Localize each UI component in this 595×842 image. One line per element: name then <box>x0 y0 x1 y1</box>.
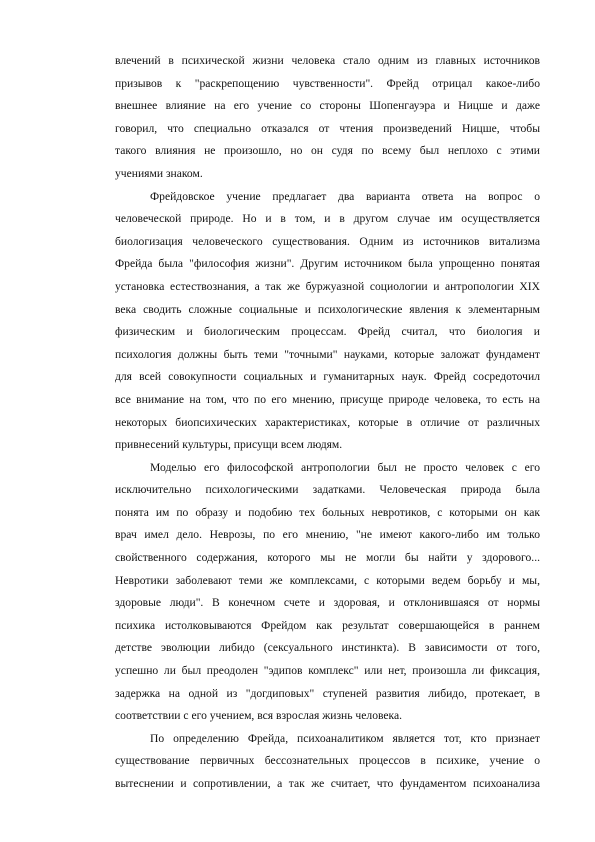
text-line: Моделью его философской антропологии был не просто человек с его <box>150 460 540 474</box>
paragraph <box>115 457 540 728</box>
paragraph <box>115 50 540 186</box>
text-line: влечений в психической жизни человека стало одним из главных источников <box>115 54 540 67</box>
text-line: Фрейдовское учение предлагает два варианта ответа на вопрос о <box>150 189 540 203</box>
paragraph <box>115 186 540 457</box>
text-line: призывов к "раскрепощению чувственности". Фрейд отрицал какое-либо <box>115 76 540 90</box>
text-line: некоторых биопсихических характеристиках, которые в отличие от различных <box>115 415 540 429</box>
text-line: говорил, что специально отказался от чтения произведений Ницше, чтобы <box>115 121 540 135</box>
text-line: вытеснении и сопротивлении, а так же считает, что фундаментом психоанализа <box>115 777 540 790</box>
text-line: психология должны быть теми "точными" науками, которые заложат фундамент <box>115 347 540 361</box>
text-line: такого влияния не произошло, но он судя по всему был неплохо с этими <box>115 144 540 158</box>
text-line: исключительно психологическими задатками. Человеческая природа была <box>115 483 540 497</box>
text-line: учениями знаком. <box>115 166 203 180</box>
text-line: все внимание на том, что по его мнению, присуще природе человека, то есть на <box>115 392 540 406</box>
text-line: существование первичных бессознательных процессов в психике, учение о <box>115 754 540 768</box>
text-line: привнесений культуры, присущи всем людям. <box>115 438 343 452</box>
text-line: понята им по образу и подобию тех больных невротиков, с которыми он как <box>115 505 540 519</box>
text-line: свойственного содержания, которого мы не могли бы найти у здорового... <box>115 551 540 565</box>
text-line: задержка на одной из "догдиповых" ступеней развития либидо, протекает, в <box>115 686 540 700</box>
text-line: установка естествознания, а так же буржуазной социологии и антропологии XIX <box>115 279 540 293</box>
text-line: биологизация человеческого существования. Одним из источников витализма <box>115 234 540 248</box>
text-line: внешнее влияние на его учение со стороны Шопенгауэра и Ницше и даже <box>115 99 540 113</box>
text-line: По определению Фрейда, психоаналитиком является тот, кто признает <box>150 731 540 745</box>
text-line: человеческой природе. Но и в том, и в другом случае им осуществляется <box>115 212 540 226</box>
paragraph <box>115 728 540 796</box>
body-text <box>115 50 540 796</box>
text-line: здоровые люди". В конечном счете и здоровая, и отклонившаяся от нормы <box>115 596 540 610</box>
text-line: Невротики заболевают теми же комплексами, с которыми ведем борьбу и мы, <box>115 573 540 587</box>
text-line: для всей совокупности социальных и гуманитарных наук. Фрейд сосредоточил <box>115 370 540 384</box>
text-line: Фрейда была "философия жизни". Другим источником была упрощенно понятая <box>115 257 540 271</box>
text-line: психика истолковываются Фрейдом как результат совершающейся в раннем <box>115 618 540 632</box>
text-line: физическим и биологическим процессам. Фрейд считал, что биология и <box>115 325 540 339</box>
text-line: детстве эволюции либидо (сексуального инстинкта). В зависимости от того, <box>115 641 540 655</box>
text-line: успешно ли был преодолен "эдипов комплекс" или нет, произошла ли фиксация, <box>115 664 540 678</box>
text-line: соответствии с его учением, вся взрослая жизнь человека. <box>115 709 403 723</box>
text-line: врач имел дело. Неврозы, по его мнению, "не имеют какого-либо им только <box>115 528 540 542</box>
text-line: века сводить сложные социальные и психологические явления к элементарным <box>115 302 540 316</box>
